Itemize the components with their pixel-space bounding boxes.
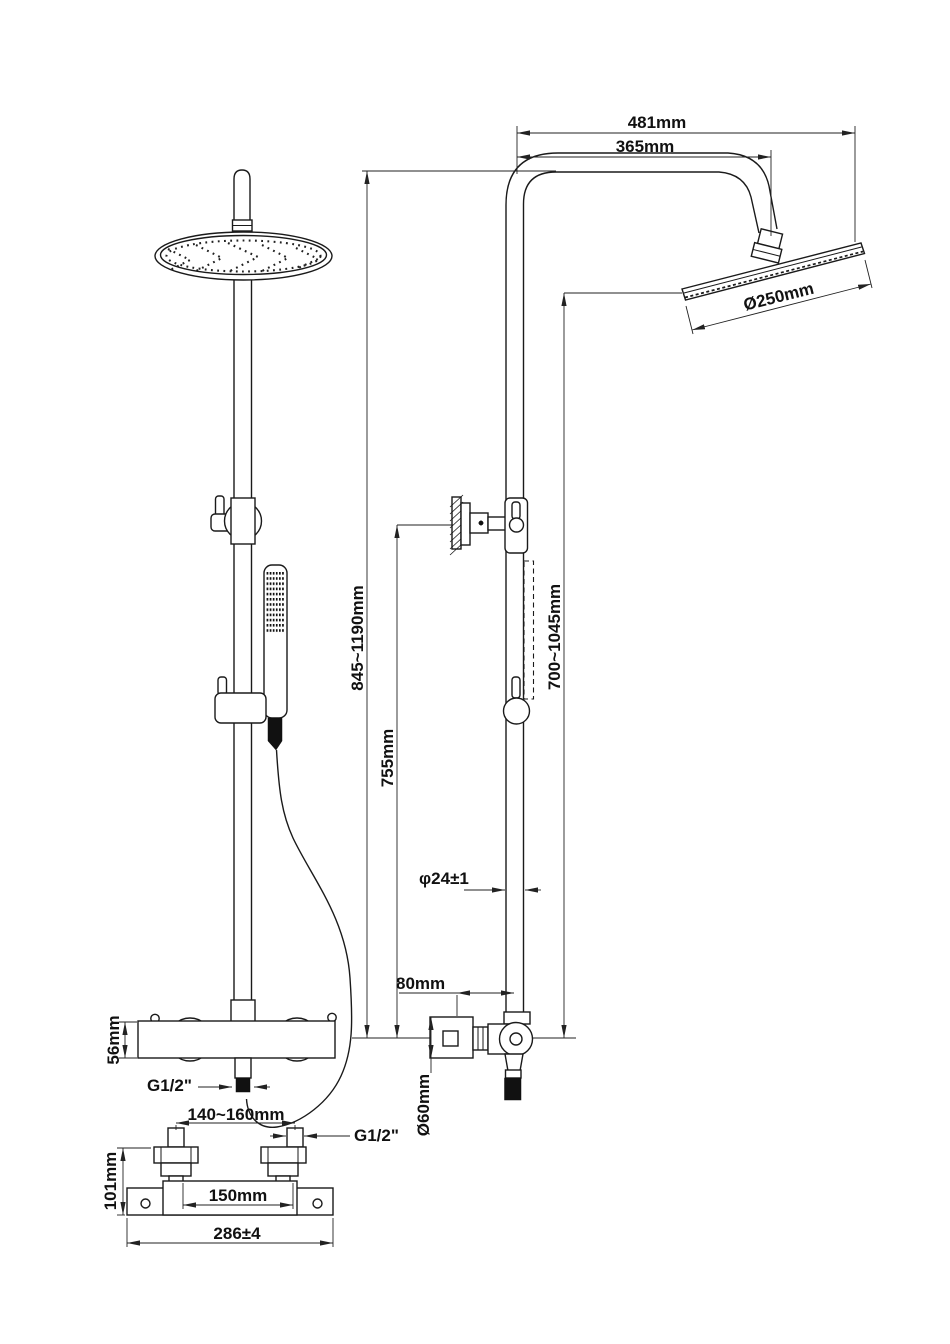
hand-shower-hidden-side [524, 561, 534, 699]
dim-label-845-1190: 845~1190mm [348, 585, 367, 691]
dim-label-101: 101mm [101, 1151, 120, 1211]
mounting-hole-left [141, 1199, 150, 1208]
mixer-valve-side [430, 1012, 533, 1100]
bracket-screw-dot [479, 521, 483, 525]
dim-label-286: 286±4 [213, 1224, 261, 1243]
valve-outlet-nut-front [236, 1078, 250, 1092]
dim-label-150: 150mm [208, 1186, 268, 1205]
head-connector-side [751, 228, 785, 263]
inlet-block-right [268, 1163, 298, 1176]
dim-label-phi24: φ24±1 [419, 869, 469, 888]
hand-shower-front [264, 565, 287, 750]
shower-head-front [155, 232, 332, 280]
slider-pin-side [512, 677, 520, 698]
wall-bracket-side [450, 495, 528, 555]
dim-label-g12-front: G1/2" [147, 1076, 192, 1095]
hose-connector-side [505, 1078, 522, 1100]
slide-bracket-front [211, 496, 262, 544]
slider-ball-side [504, 698, 530, 724]
valve-outlet-front [235, 1058, 251, 1078]
shower-hose-front [247, 750, 352, 1127]
outlet-band-side [506, 1070, 522, 1078]
overhead-shower-front [155, 170, 332, 280]
dim-845-1190 [362, 171, 556, 1038]
slider-knob-side [504, 677, 530, 724]
valve-hex-side [473, 1027, 488, 1050]
dim-700-1045 [564, 293, 682, 1038]
riser-pipe-front [234, 226, 252, 1006]
dim-label-60: Ø60mm [414, 1073, 433, 1137]
inlet-right [287, 1128, 303, 1147]
dim-label-80: 80mm [396, 974, 446, 993]
hand-shower-spray-face [267, 570, 286, 633]
dim-label-755: 755mm [378, 728, 397, 788]
dim-label-56: 56mm [104, 1015, 123, 1065]
dim-365 [517, 150, 771, 236]
hand-shower-hose-connector [268, 718, 282, 750]
dim-label-365: 365mm [615, 137, 675, 156]
front-view [138, 170, 352, 1127]
dim-label-700-1045: 700~1045mm [545, 583, 564, 691]
mounting-hole-right [313, 1199, 322, 1208]
valve-body-front [138, 1021, 335, 1058]
inlet-left [168, 1128, 184, 1147]
bracket-knob-side [510, 518, 524, 532]
valve-outlet-side [505, 1054, 523, 1071]
wall-escutcheon [461, 503, 470, 545]
dim-label-140-160: 140~160mm [187, 1105, 285, 1124]
dim-label-250: Ø250mm [741, 278, 816, 315]
bracket-body-front [231, 498, 255, 544]
valve-top-connector-front [231, 1000, 255, 1023]
dim-label-481: 481mm [627, 113, 687, 132]
dim-80 [399, 993, 514, 1016]
dim-label-g12-bottom: G1/2" [354, 1126, 399, 1145]
bracket-pin-side [512, 502, 520, 519]
valve-round-side [500, 1023, 533, 1056]
slider-clamp-front [215, 693, 266, 723]
pipe-top-cap [234, 170, 250, 222]
bracket-link-side [488, 517, 507, 530]
dim-481 [517, 126, 855, 242]
inlet-block-left [161, 1163, 191, 1176]
wall-plate-boss [443, 1031, 458, 1046]
dim-755 [397, 525, 453, 1038]
